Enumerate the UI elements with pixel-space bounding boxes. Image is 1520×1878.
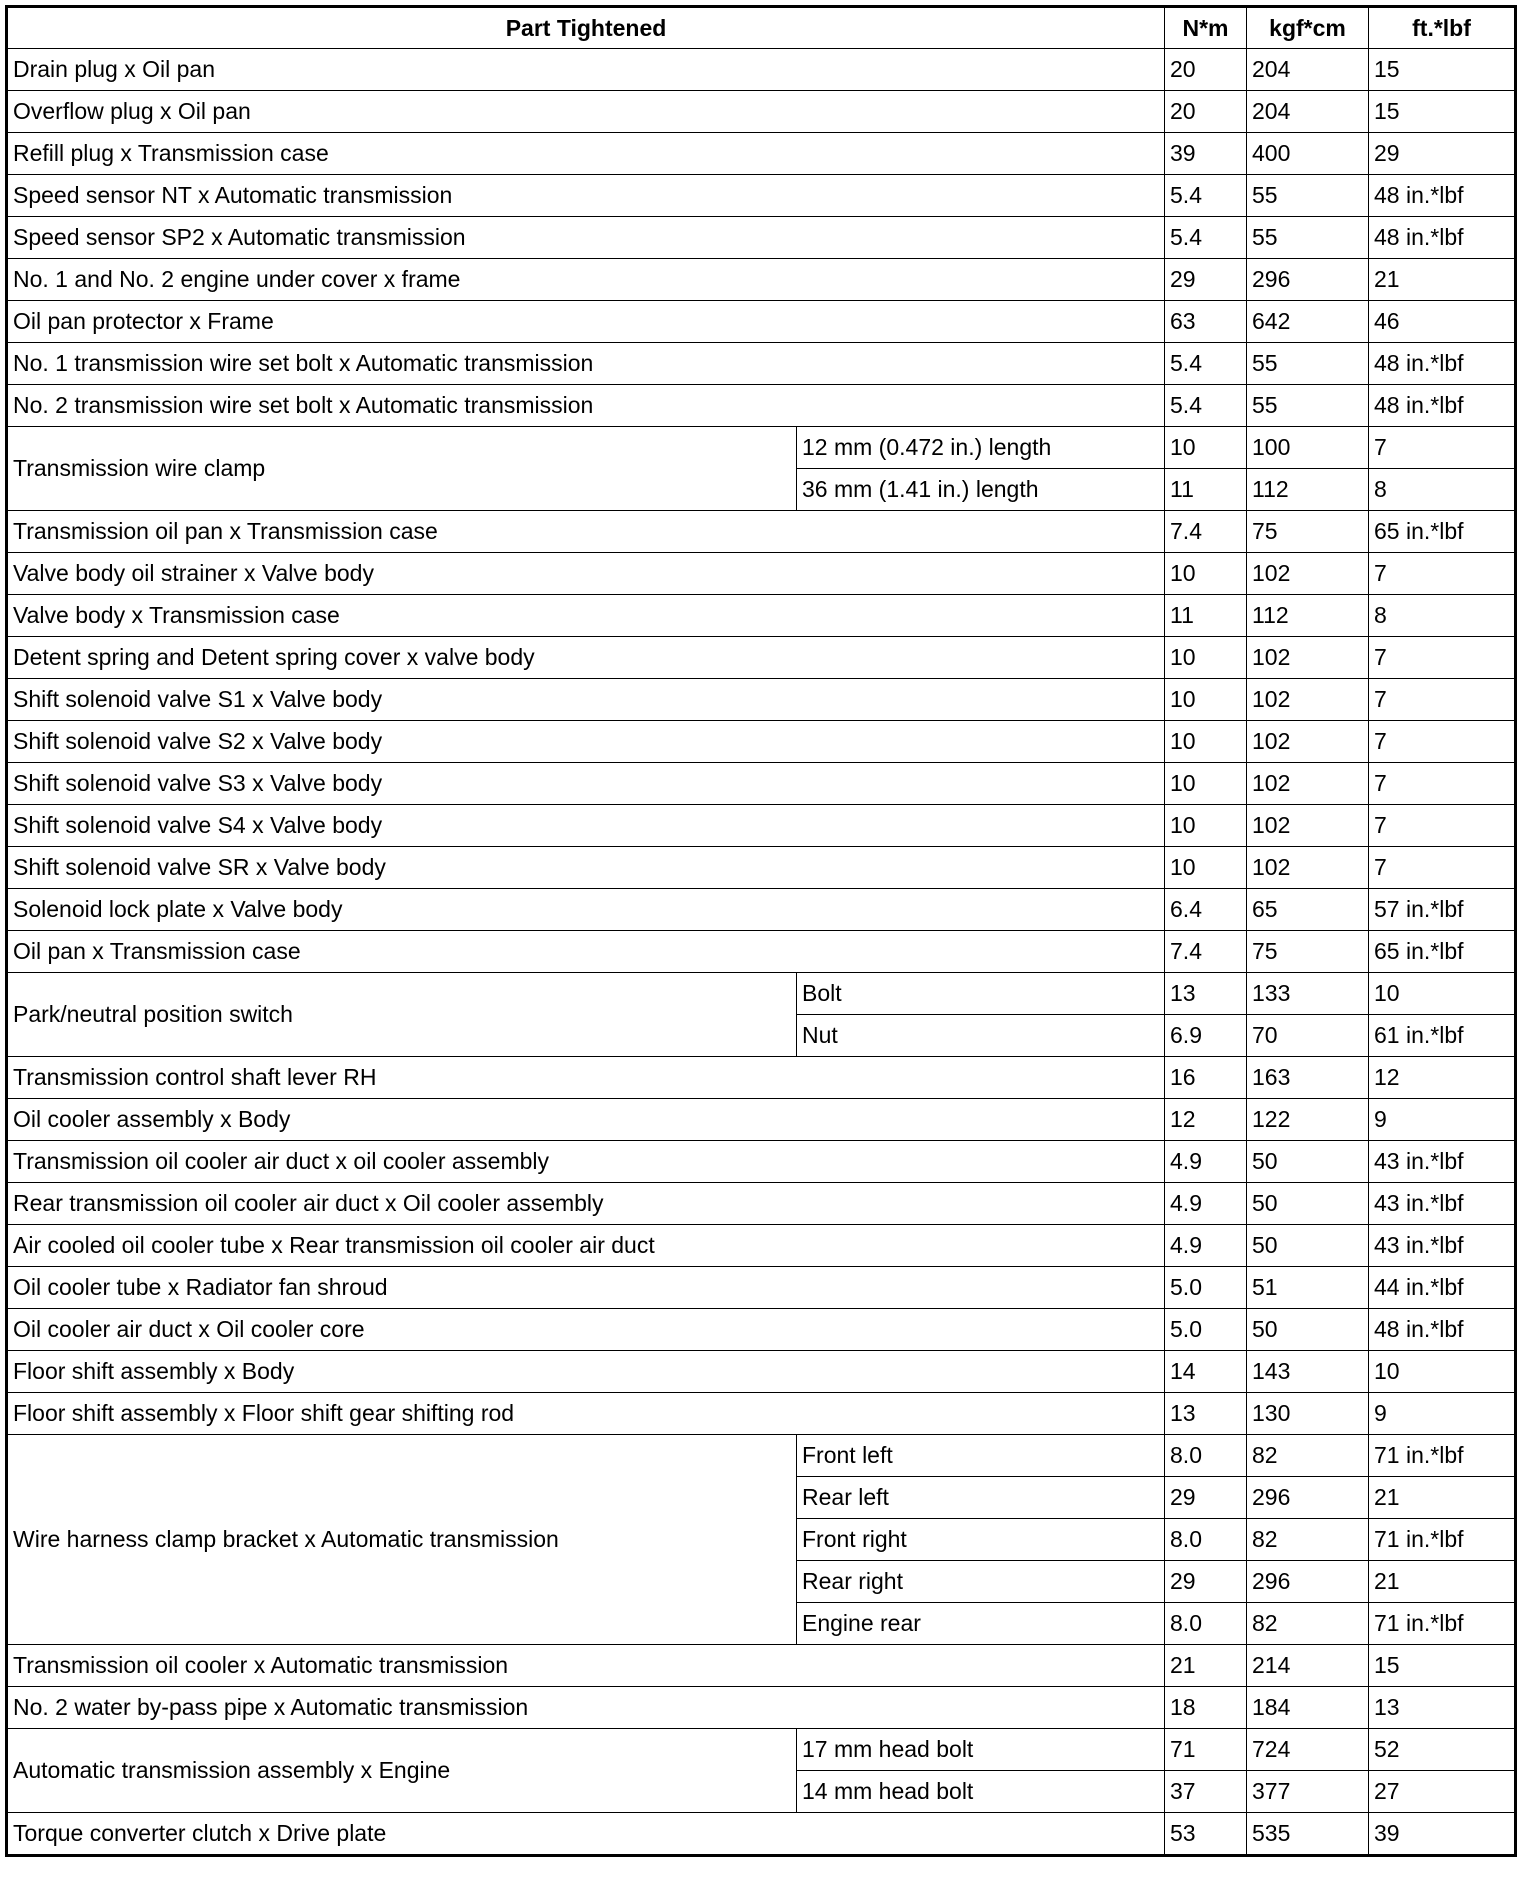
table-row: [7, 343, 1516, 385]
torque-ft-lbf: 27: [1369, 1771, 1516, 1813]
torque-ft-lbf: 15: [1369, 49, 1516, 91]
table-row: [7, 889, 1516, 931]
sub-part-label: Rear left: [797, 1477, 1165, 1519]
torque-nm: 10: [1165, 847, 1247, 889]
torque-ft-lbf: 61 in.*lbf: [1369, 1015, 1516, 1057]
part-name: Oil cooler tube x Radiator fan shroud: [7, 1267, 1165, 1309]
torque-nm: 63: [1165, 301, 1247, 343]
part-name: Automatic transmission assembly x Engine: [7, 1729, 797, 1813]
torque-kgf-cm: 55: [1247, 385, 1369, 427]
torque-nm: 21: [1165, 1645, 1247, 1687]
torque-nm: 11: [1165, 469, 1247, 511]
torque-kgf-cm: 204: [1247, 49, 1369, 91]
table-row: [7, 847, 1516, 889]
torque-nm: 37: [1165, 1771, 1247, 1813]
table-row: [7, 1141, 1516, 1183]
torque-kgf-cm: 214: [1247, 1645, 1369, 1687]
torque-nm: 4.9: [1165, 1225, 1247, 1267]
torque-nm: 5.4: [1165, 175, 1247, 217]
torque-nm: 8.0: [1165, 1435, 1247, 1477]
table-body: [7, 49, 1516, 1856]
torque-ft-lbf: 7: [1369, 427, 1516, 469]
part-name: Transmission wire clamp: [7, 427, 797, 511]
torque-nm: 10: [1165, 553, 1247, 595]
table-row: [7, 1813, 1516, 1856]
part-name: Valve body x Transmission case: [7, 595, 1165, 637]
sub-part-label: Rear right: [797, 1561, 1165, 1603]
part-name: Oil pan protector x Frame: [7, 301, 1165, 343]
part-name: Speed sensor SP2 x Automatic transmission: [7, 217, 1165, 259]
part-name: Transmission control shaft lever RH: [7, 1057, 1165, 1099]
table-row: [7, 1309, 1516, 1351]
table-row: [7, 805, 1516, 847]
torque-kgf-cm: 50: [1247, 1225, 1369, 1267]
part-name: Park/neutral position switch: [7, 973, 797, 1057]
torque-kgf-cm: 70: [1247, 1015, 1369, 1057]
torque-kgf-cm: 102: [1247, 637, 1369, 679]
torque-nm: 20: [1165, 91, 1247, 133]
torque-kgf-cm: 642: [1247, 301, 1369, 343]
torque-ft-lbf: 8: [1369, 595, 1516, 637]
sub-part-label: Nut: [797, 1015, 1165, 1057]
sub-part-label: Engine rear: [797, 1603, 1165, 1645]
header-row: [7, 7, 1516, 49]
torque-kgf-cm: 112: [1247, 469, 1369, 511]
torque-ft-lbf: 7: [1369, 805, 1516, 847]
torque-ft-lbf: 48 in.*lbf: [1369, 1309, 1516, 1351]
part-name: Transmission oil cooler air duct x oil cooler assembly: [7, 1141, 1165, 1183]
part-name: Oil pan x Transmission case: [7, 931, 1165, 973]
torque-ft-lbf: 15: [1369, 1645, 1516, 1687]
table-row: [7, 763, 1516, 805]
torque-nm: 5.4: [1165, 343, 1247, 385]
header-part-tightened: Part Tightened: [7, 7, 1165, 49]
table-row: [7, 1645, 1516, 1687]
torque-kgf-cm: 75: [1247, 511, 1369, 553]
torque-nm: 39: [1165, 133, 1247, 175]
torque-ft-lbf: 10: [1369, 973, 1516, 1015]
part-name: Transmission oil pan x Transmission case: [7, 511, 1165, 553]
header-ft-lbf: ft.*lbf: [1369, 7, 1516, 49]
torque-ft-lbf: 7: [1369, 553, 1516, 595]
torque-nm: 10: [1165, 637, 1247, 679]
torque-nm: 10: [1165, 805, 1247, 847]
torque-nm: 8.0: [1165, 1603, 1247, 1645]
table-row: [7, 973, 1516, 1015]
part-name: No. 1 and No. 2 engine under cover x frame: [7, 259, 1165, 301]
torque-ft-lbf: 52: [1369, 1729, 1516, 1771]
table-row: [7, 385, 1516, 427]
table-row: [7, 1351, 1516, 1393]
torque-ft-lbf: 9: [1369, 1393, 1516, 1435]
torque-nm: 4.9: [1165, 1183, 1247, 1225]
torque-ft-lbf: 71 in.*lbf: [1369, 1519, 1516, 1561]
torque-kgf-cm: 55: [1247, 217, 1369, 259]
torque-kgf-cm: 204: [1247, 91, 1369, 133]
table-row: [7, 91, 1516, 133]
sub-part-label: 17 mm head bolt: [797, 1729, 1165, 1771]
part-name: Floor shift assembly x Body: [7, 1351, 1165, 1393]
torque-ft-lbf: 12: [1369, 1057, 1516, 1099]
torque-kgf-cm: 75: [1247, 931, 1369, 973]
torque-nm: 10: [1165, 763, 1247, 805]
table-row: [7, 1183, 1516, 1225]
torque-nm: 10: [1165, 427, 1247, 469]
table-row: [7, 1225, 1516, 1267]
torque-kgf-cm: 55: [1247, 175, 1369, 217]
torque-kgf-cm: 82: [1247, 1435, 1369, 1477]
torque-ft-lbf: 15: [1369, 91, 1516, 133]
part-name: Shift solenoid valve SR x Valve body: [7, 847, 1165, 889]
torque-ft-lbf: 43 in.*lbf: [1369, 1225, 1516, 1267]
torque-nm: 12: [1165, 1099, 1247, 1141]
torque-kgf-cm: 296: [1247, 1561, 1369, 1603]
torque-nm: 6.9: [1165, 1015, 1247, 1057]
torque-kgf-cm: 535: [1247, 1813, 1369, 1856]
torque-kgf-cm: 102: [1247, 679, 1369, 721]
torque-kgf-cm: 143: [1247, 1351, 1369, 1393]
torque-kgf-cm: 377: [1247, 1771, 1369, 1813]
torque-kgf-cm: 163: [1247, 1057, 1369, 1099]
torque-ft-lbf: 48 in.*lbf: [1369, 343, 1516, 385]
torque-ft-lbf: 71 in.*lbf: [1369, 1435, 1516, 1477]
torque-nm: 10: [1165, 721, 1247, 763]
torque-kgf-cm: 102: [1247, 721, 1369, 763]
torque-ft-lbf: 7: [1369, 679, 1516, 721]
torque-kgf-cm: 130: [1247, 1393, 1369, 1435]
table-row: [7, 931, 1516, 973]
torque-ft-lbf: 7: [1369, 721, 1516, 763]
torque-kgf-cm: 112: [1247, 595, 1369, 637]
torque-nm: 29: [1165, 259, 1247, 301]
torque-nm: 5.0: [1165, 1309, 1247, 1351]
table-row: [7, 259, 1516, 301]
torque-ft-lbf: 10: [1369, 1351, 1516, 1393]
torque-kgf-cm: 296: [1247, 259, 1369, 301]
part-name: Torque converter clutch x Drive plate: [7, 1813, 1165, 1856]
part-name: Shift solenoid valve S4 x Valve body: [7, 805, 1165, 847]
torque-nm: 16: [1165, 1057, 1247, 1099]
part-name: No. 2 water by-pass pipe x Automatic transmission: [7, 1687, 1165, 1729]
part-name: Drain plug x Oil pan: [7, 49, 1165, 91]
torque-spec-table: [5, 5, 1517, 1857]
part-name: Oil cooler air duct x Oil cooler core: [7, 1309, 1165, 1351]
torque-ft-lbf: 43 in.*lbf: [1369, 1141, 1516, 1183]
sub-part-label: 14 mm head bolt: [797, 1771, 1165, 1813]
table-row: [7, 49, 1516, 91]
torque-kgf-cm: 296: [1247, 1477, 1369, 1519]
torque-kgf-cm: 82: [1247, 1519, 1369, 1561]
table-row: [7, 511, 1516, 553]
torque-nm: 20: [1165, 49, 1247, 91]
sub-part-label: Bolt: [797, 973, 1165, 1015]
torque-kgf-cm: 133: [1247, 973, 1369, 1015]
table-row: [7, 1267, 1516, 1309]
torque-ft-lbf: 65 in.*lbf: [1369, 511, 1516, 553]
torque-kgf-cm: 102: [1247, 847, 1369, 889]
torque-nm: 11: [1165, 595, 1247, 637]
torque-kgf-cm: 82: [1247, 1603, 1369, 1645]
torque-ft-lbf: 29: [1369, 133, 1516, 175]
torque-ft-lbf: 71 in.*lbf: [1369, 1603, 1516, 1645]
header-nm: N*m: [1165, 7, 1247, 49]
part-name: No. 1 transmission wire set bolt x Automatic transmission: [7, 343, 1165, 385]
torque-ft-lbf: 13: [1369, 1687, 1516, 1729]
part-name: Transmission oil cooler x Automatic transmission: [7, 1645, 1165, 1687]
sub-part-label: 36 mm (1.41 in.) length: [797, 469, 1165, 511]
table-row: [7, 1393, 1516, 1435]
torque-nm: 13: [1165, 1393, 1247, 1435]
torque-kgf-cm: 102: [1247, 553, 1369, 595]
torque-nm: 29: [1165, 1477, 1247, 1519]
part-name: Shift solenoid valve S1 x Valve body: [7, 679, 1165, 721]
torque-kgf-cm: 50: [1247, 1309, 1369, 1351]
torque-kgf-cm: 122: [1247, 1099, 1369, 1141]
torque-ft-lbf: 65 in.*lbf: [1369, 931, 1516, 973]
torque-kgf-cm: 51: [1247, 1267, 1369, 1309]
part-name: Oil cooler assembly x Body: [7, 1099, 1165, 1141]
torque-kgf-cm: 55: [1247, 343, 1369, 385]
torque-ft-lbf: 7: [1369, 847, 1516, 889]
table-row: [7, 217, 1516, 259]
table-row: [7, 595, 1516, 637]
torque-kgf-cm: 184: [1247, 1687, 1369, 1729]
torque-nm: 5.4: [1165, 217, 1247, 259]
torque-ft-lbf: 8: [1369, 469, 1516, 511]
torque-ft-lbf: 21: [1369, 259, 1516, 301]
sub-part-label: Front left: [797, 1435, 1165, 1477]
part-name: Speed sensor NT x Automatic transmission: [7, 175, 1165, 217]
torque-nm: 14: [1165, 1351, 1247, 1393]
torque-ft-lbf: 7: [1369, 637, 1516, 679]
torque-ft-lbf: 39: [1369, 1813, 1516, 1856]
part-name: Valve body oil strainer x Valve body: [7, 553, 1165, 595]
torque-ft-lbf: 48 in.*lbf: [1369, 385, 1516, 427]
torque-nm: 18: [1165, 1687, 1247, 1729]
part-name: No. 2 transmission wire set bolt x Automatic transmission: [7, 385, 1165, 427]
table-row: [7, 427, 1516, 469]
torque-ft-lbf: 44 in.*lbf: [1369, 1267, 1516, 1309]
torque-ft-lbf: 43 in.*lbf: [1369, 1183, 1516, 1225]
torque-nm: 7.4: [1165, 931, 1247, 973]
torque-nm: 6.4: [1165, 889, 1247, 931]
part-name: Detent spring and Detent spring cover x valve body: [7, 637, 1165, 679]
table-row: [7, 1057, 1516, 1099]
torque-ft-lbf: 21: [1369, 1477, 1516, 1519]
table-row: [7, 637, 1516, 679]
table-row: [7, 553, 1516, 595]
table-row: [7, 175, 1516, 217]
part-name: Air cooled oil cooler tube x Rear transmission oil cooler air duct: [7, 1225, 1165, 1267]
part-name: Shift solenoid valve S3 x Valve body: [7, 763, 1165, 805]
part-name: Refill plug x Transmission case: [7, 133, 1165, 175]
torque-kgf-cm: 65: [1247, 889, 1369, 931]
part-name: Rear transmission oil cooler air duct x Oil cooler assembly: [7, 1183, 1165, 1225]
torque-nm: 53: [1165, 1813, 1247, 1856]
torque-ft-lbf: 9: [1369, 1099, 1516, 1141]
table-row: [7, 679, 1516, 721]
table-row: [7, 133, 1516, 175]
torque-nm: 29: [1165, 1561, 1247, 1603]
torque-kgf-cm: 50: [1247, 1141, 1369, 1183]
torque-nm: 10: [1165, 679, 1247, 721]
torque-kgf-cm: 102: [1247, 763, 1369, 805]
torque-kgf-cm: 724: [1247, 1729, 1369, 1771]
table-row: [7, 1687, 1516, 1729]
torque-nm: 4.9: [1165, 1141, 1247, 1183]
table-row: [7, 721, 1516, 763]
torque-ft-lbf: 7: [1369, 763, 1516, 805]
torque-nm: 5.4: [1165, 385, 1247, 427]
torque-ft-lbf: 48 in.*lbf: [1369, 217, 1516, 259]
torque-ft-lbf: 48 in.*lbf: [1369, 175, 1516, 217]
torque-nm: 7.4: [1165, 511, 1247, 553]
torque-nm: 5.0: [1165, 1267, 1247, 1309]
torque-nm: 71: [1165, 1729, 1247, 1771]
table-row: [7, 301, 1516, 343]
torque-nm: 13: [1165, 973, 1247, 1015]
part-name: Shift solenoid valve S2 x Valve body: [7, 721, 1165, 763]
header-kgf-cm: kgf*cm: [1247, 7, 1369, 49]
torque-ft-lbf: 57 in.*lbf: [1369, 889, 1516, 931]
part-name: Wire harness clamp bracket x Automatic transmission: [7, 1435, 797, 1645]
sub-part-label: Front right: [797, 1519, 1165, 1561]
torque-kgf-cm: 100: [1247, 427, 1369, 469]
table-row: [7, 1729, 1516, 1771]
torque-kgf-cm: 400: [1247, 133, 1369, 175]
torque-kgf-cm: 50: [1247, 1183, 1369, 1225]
part-name: Solenoid lock plate x Valve body: [7, 889, 1165, 931]
torque-ft-lbf: 21: [1369, 1561, 1516, 1603]
table-row: [7, 1099, 1516, 1141]
torque-kgf-cm: 102: [1247, 805, 1369, 847]
part-name: Floor shift assembly x Floor shift gear shifting rod: [7, 1393, 1165, 1435]
part-name: Overflow plug x Oil pan: [7, 91, 1165, 133]
torque-nm: 8.0: [1165, 1519, 1247, 1561]
torque-ft-lbf: 46: [1369, 301, 1516, 343]
table-row: [7, 1435, 1516, 1477]
sub-part-label: 12 mm (0.472 in.) length: [797, 427, 1165, 469]
